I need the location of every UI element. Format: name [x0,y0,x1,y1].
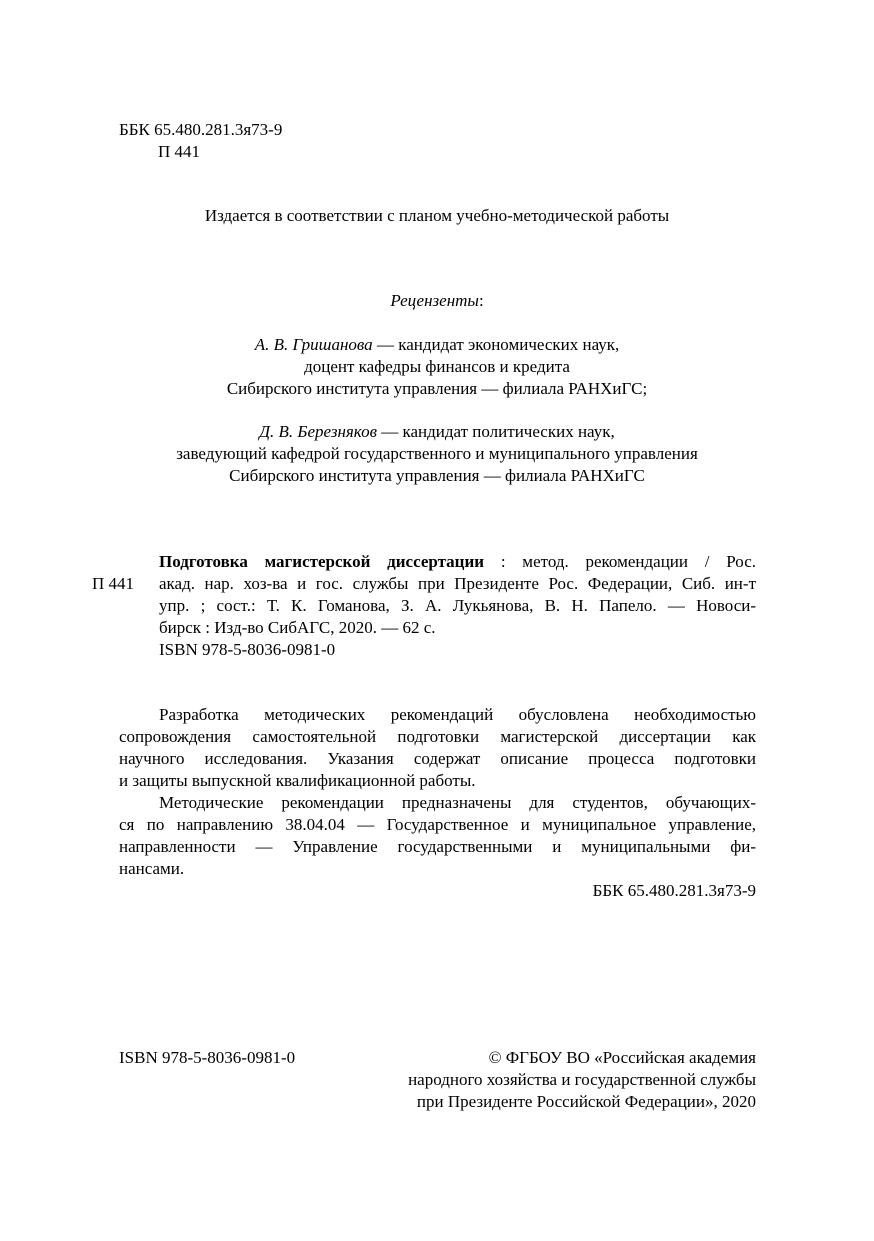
bbk-code: ББК 65.480.281.3я73-9 [119,120,283,139]
bbk-header [119,119,282,163]
reviewer-1: А. В. Гришанова — кандидат экономических наук, доцент кафедры финансов и кредита Сибирского института управления — филиала РАНХиГС; [226,335,648,398]
published-note: Издается в соответствии с планом учебно-методической работы [204,206,670,225]
book-title: Подготовка магистерской диссертации [159,552,485,571]
bibliographic-record: Подготовка магистерской диссертации : метод. рекомендации / Рос. акад. нар. хоз-ва и гос. службы при Президенте Рос. Федерации, Сиб. ин-т упр. ; сост.: Т. К. Гоманова, З. А. Лукьянова, В. Н. Папело. — Новоси- бирск : Изд-во СибАГС, 2020. — 62 с. ISBN 978-5-8036-0981-0 [159,552,757,659]
bibliographic-isbn: ISBN 978-5-8036-0981-0 [159,640,336,659]
reviewer-2-name: Д. В. Березняков [259,422,377,441]
footer-isbn: ISBN 978-5-8036-0981-0 [119,1048,296,1067]
reviewers-section [0,290,874,312]
reviewer-2: Д. В. Березняков — кандидат политических наук, заведующий кафедрой государственного и муниципального управления Сибирского института управления — филиала РАНХиГС [176,422,698,485]
reviewers-heading: Рецензенты: [390,291,484,310]
bibliographic-line-1: Подготовка магистерской диссертации : метод. рекомендации / Рос. [159,552,757,571]
author-mark: П 441 [158,142,201,161]
bibliographic-mark: П 441 [92,574,135,593]
abstract: Разработка методических рекомендаций обусловлена необходимостью сопровождения самостоятельной подготовки магистерской диссертации как научного исследования. Указания содержат описание процесса подготовки и защиты выпускной квалификационной работы. Методические рекомендации предназначены для студентов, обучающих- ся по направлению 38.04.04 — Государственное и муниципальное управление, направленности — Управление государственными и муниципальными фи- нансами. ББК 65.480.281.3я73-9 [119,705,756,900]
abstract-bbk: ББК 65.480.281.3я73-9 [592,881,756,900]
reviewer-1-name: А. В. Гришанова [254,335,373,354]
copyright: © ФГБОУ ВО «Российская академия народного хозяйства и государственной службы при Президенте Российской Федерации», 2020 [408,1048,756,1111]
